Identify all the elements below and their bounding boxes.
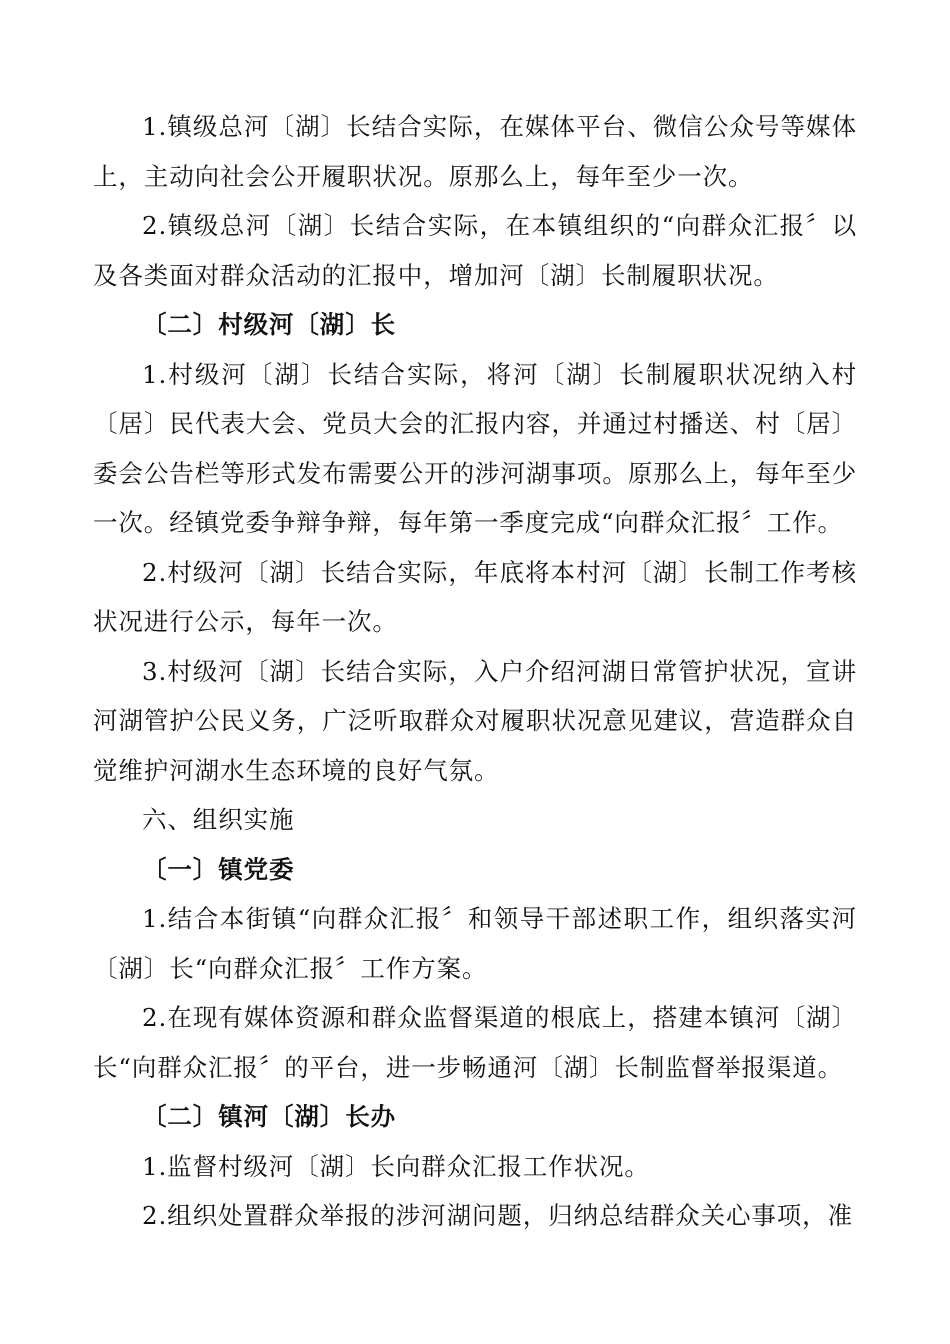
- subheading-town-party-committee: 〔一〕镇党委: [142, 854, 295, 884]
- paragraph-town-media-disclosure: 1.镇级总河〔湖〕长结合实际，在媒体平台、微信公众号等媒体上，主动向社会公开履职状况。原那么上，每年至少一次。: [93, 112, 857, 191]
- heading-organization-implementation: 六、组织实施: [142, 805, 295, 834]
- subheading-town-chief-office: 〔二〕镇河〔湖〕长办: [142, 1102, 396, 1131]
- document-page: [93, 102, 857, 1241]
- paragraph-village-household-visits: 3.村级河〔湖〕长结合实际，入户介绍河湖日常管护状况，宣讲河湖管护公民义务，广泛听取群众对履职状况意见建议，营造群众自觉维护河湖水生态环境的良好气氛。: [93, 656, 857, 785]
- paragraph-office-handle-reports: 2.组织处置群众举报的涉河湖问题，归纳总结群众关心事项，准: [142, 1201, 853, 1230]
- paragraph-town-report-to-public: 2.镇级总河〔湖〕长结合实际，在本镇组织的“向群众汇报〞以及各类面对群众活动的汇报中，增加河〔湖〕长制履职状况。: [93, 211, 857, 290]
- subheading-village-chief: 〔二〕村级河〔湖〕长: [142, 310, 396, 339]
- paragraph-committee-build-platform: 2.在现有媒体资源和群众监督渠道的根底上，搭建本镇河〔湖〕长“向群众汇报〞的平台，进一步畅通河〔湖〕长制监督举报渠道。: [93, 1003, 857, 1082]
- paragraph-office-supervise: 1.监督村级河〔湖〕长向群众汇报工作状况。: [142, 1151, 650, 1181]
- paragraph-village-assessment-publicity: 2.村级河〔湖〕长结合实际，年底将本村河〔湖〕长制工作考核状况进行公示，每年一次。: [93, 557, 857, 636]
- paragraph-village-congress-report: 1.村级河〔湖〕长结合实际，将河〔湖〕长制履职状况纳入村〔居〕民代表大会、党员大会的汇报内容，并通过村播送、村〔居〕委会公告栏等形式发布需要公开的涉河湖事项。原那么上，每年至少一次。经镇党委争辩争辩，每年第一季度完成“向群众汇报〞工作。: [93, 359, 857, 537]
- paragraph-committee-implement-plan: 1.结合本街镇“向群众汇报〞和领导干部述职工作，组织落实河〔湖〕长“向群众汇报〞工作方案。: [93, 904, 857, 983]
